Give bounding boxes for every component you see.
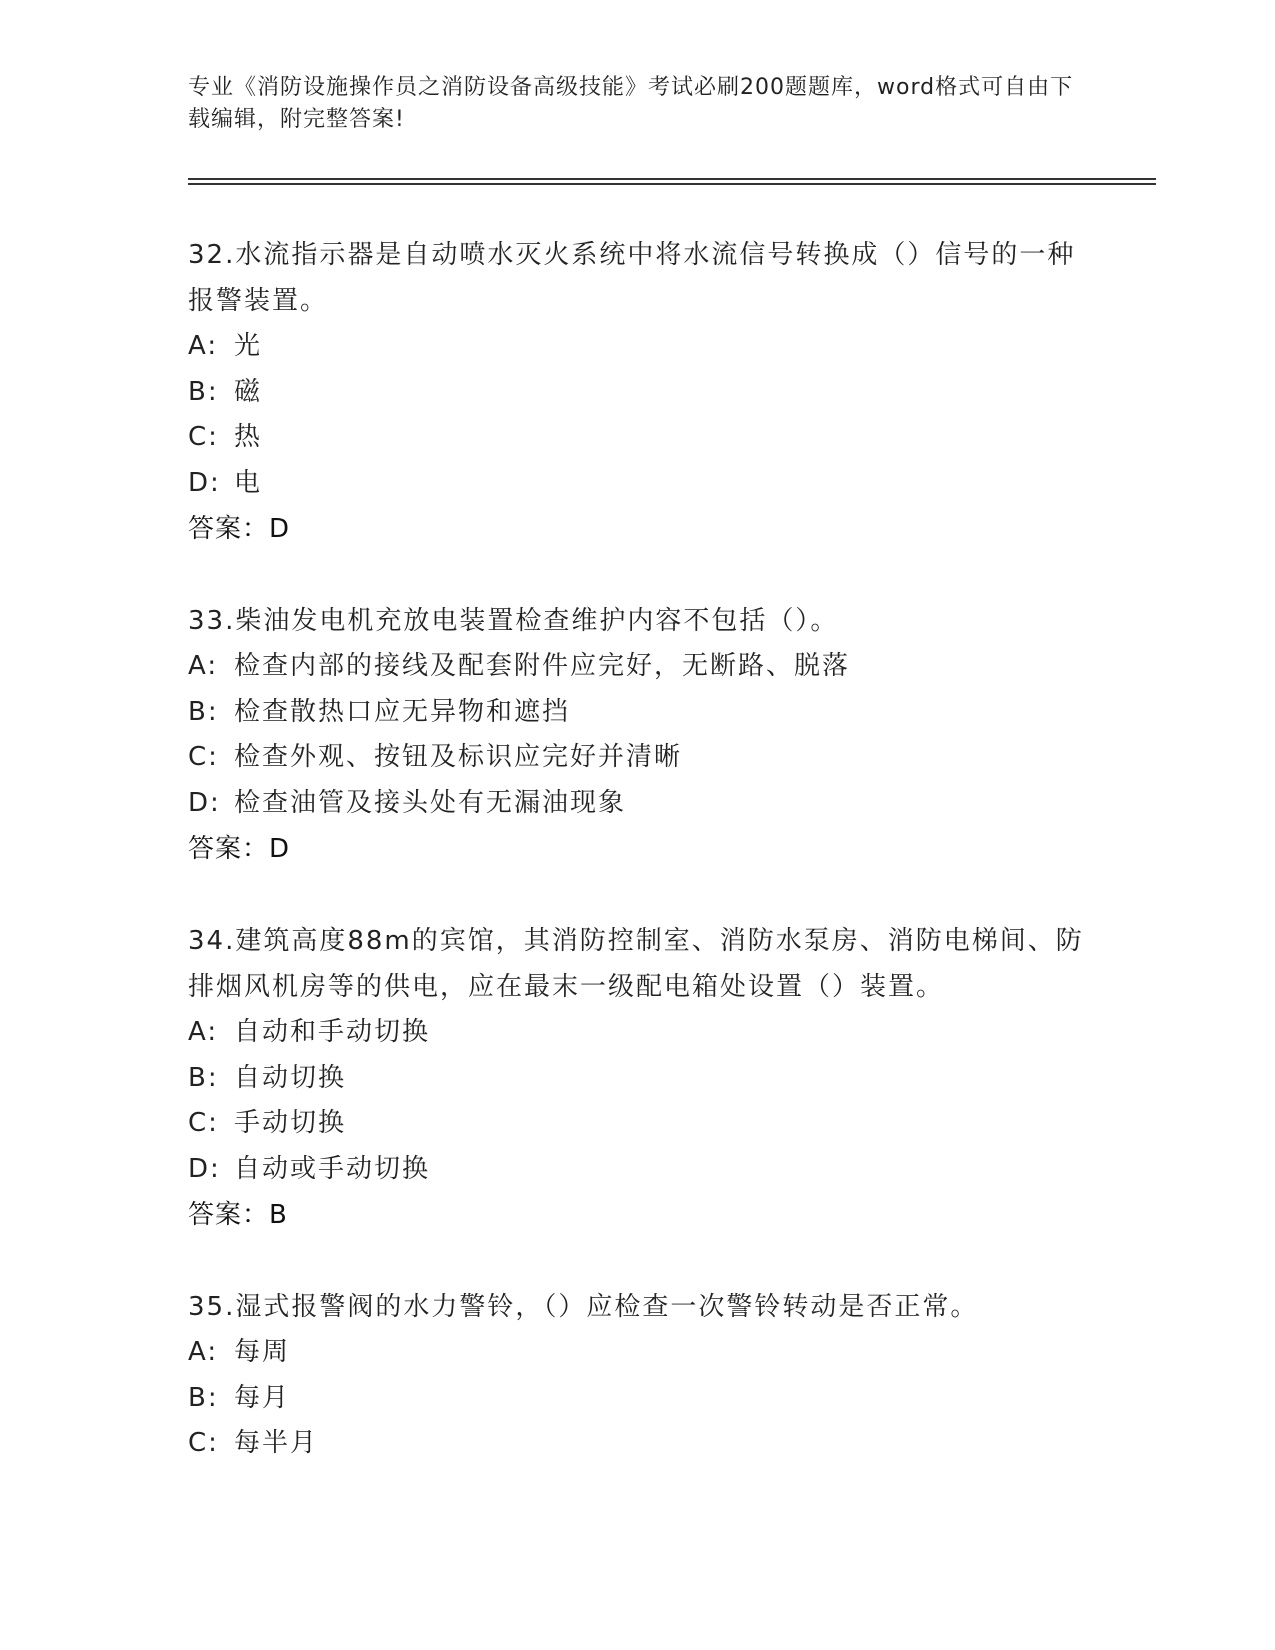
answer: 答案：D [188, 834, 291, 864]
option-d [188, 1147, 1088, 1193]
option-text: 电 [234, 467, 263, 498]
question-32 [188, 232, 1088, 552]
option-letter: D: [188, 467, 221, 498]
option-text: 检查油管及接头处有无漏油现象 [234, 787, 627, 818]
document-header: 专业《消防设施操作员之消防设备高级技能》考试必刷200题题库，word格式可自由下载编辑，附完整答案! [188, 75, 1074, 132]
option-letter: A: [188, 1337, 219, 1367]
question-35 [188, 1284, 1088, 1467]
option-letter: C: [188, 742, 219, 772]
option-a [188, 324, 1088, 370]
option-letter: C: [188, 422, 219, 452]
option-text: 自动或手动切换 [234, 1153, 431, 1184]
option-letter: C: [188, 1108, 219, 1138]
option-letter: B: [188, 1382, 219, 1413]
question-stem: 33.柴油发电机充放电装置检查维护内容不包括（）。 [188, 606, 839, 636]
option-c [188, 415, 1088, 461]
option-c [188, 735, 1088, 781]
option-text: 自动切换 [234, 1062, 347, 1093]
option-text: 热 [234, 422, 263, 452]
option-text: 检查内部的接线及配套附件应完好，无断路、脱落 [234, 651, 851, 681]
answer: 答案：B [188, 1200, 288, 1230]
question-stem: 34.建筑高度88m的宾馆，其消防控制室、消防水泵房、消防电梯间、防排烟风机房等的供电，应在最末一级配电箱处设置（）装置。 [188, 926, 1084, 1002]
option-text: 每周 [234, 1337, 291, 1367]
option-text: 检查外观、按钮及标识应完好并清晰 [234, 742, 683, 772]
option-letter: D: [188, 1153, 221, 1184]
option-letter: B: [188, 376, 219, 407]
option-letter: C: [188, 1428, 219, 1458]
option-b [188, 1056, 1088, 1102]
option-d [188, 461, 1088, 507]
option-a [188, 644, 1088, 690]
option-text: 光 [234, 331, 263, 361]
option-text: 每半月 [234, 1428, 319, 1458]
option-text: 检查散热口应无异物和遮挡 [234, 696, 571, 727]
option-letter: A: [188, 651, 219, 681]
question-34 [188, 918, 1088, 1238]
option-a [188, 1330, 1088, 1376]
question-stem: 35.湿式报警阀的水力警铃，（）应检查一次警铃转动是否正常。 [188, 1292, 979, 1322]
header-divider-bottom [188, 183, 1156, 185]
question-33 [188, 598, 1088, 872]
option-letter: B: [188, 696, 219, 727]
header-divider-top [188, 178, 1156, 180]
option-c [188, 1101, 1088, 1147]
answer: 答案：D [188, 514, 291, 544]
option-text: 自动和手动切换 [234, 1017, 431, 1047]
question-list [188, 232, 1088, 1513]
option-letter: A: [188, 331, 219, 361]
option-b [188, 690, 1088, 736]
option-d [188, 781, 1088, 827]
option-b [188, 1376, 1088, 1422]
option-text: 磁 [234, 376, 263, 407]
option-letter: D: [188, 787, 221, 818]
question-stem: 32.水流指示器是自动喷水灭火系统中将水流信号转换成（）信号的一种报警装置。 [188, 240, 1076, 316]
option-a [188, 1010, 1088, 1056]
option-b [188, 370, 1088, 416]
option-letter: B: [188, 1062, 219, 1093]
option-text: 手动切换 [234, 1108, 347, 1138]
option-c [188, 1421, 1088, 1467]
option-text: 每月 [234, 1382, 291, 1413]
option-letter: A: [188, 1017, 219, 1047]
